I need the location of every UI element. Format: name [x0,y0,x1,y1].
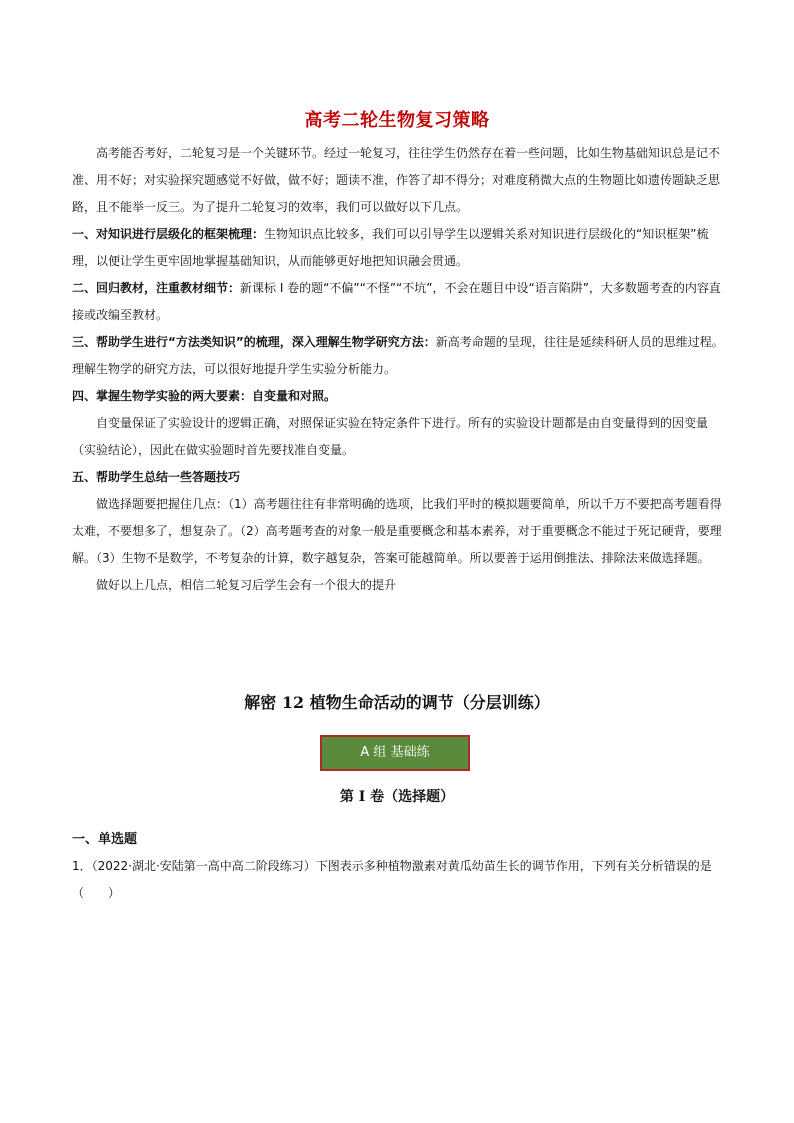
point-3-text: 新高考命题的呈现，往往是延续科研人员的思维过程。理解生物学的研究方法，可以很好地提升学生实验分析能力。 [72,335,724,376]
point-5-text: 做选择题要把握住几点：（1）高考题往往有非常明确的选项，比我们平时的模拟题要简单，所以千万不要把高考题看得太难，不要想多了，想复杂了。（2）高考题考查的对象一般是重要概念和基本素养，对于重要概念不能过于死记硬背，要理解。（3）生物不是数学，不考复杂的计算，数字越复杂，答案可能越简单。所以要善于运用倒推法、排除法来做选择题。 [72,497,722,565]
point-1-text: 生物知识点比较多，我们可以引导学生以逻辑关系对知识进行层级化的“知识框架”梳理，以便让学生更牢固地掌握基础知识，从而能够更好地把知识融会贯通。 [72,227,709,268]
closing-paragraph: 做好以上几点，相信二轮复习后学生会有一个很大的提升 [96,578,397,592]
point-2-heading: 二、回归教材，注重教材细节： [72,281,241,295]
question-1: 1．（2022·湖北·安陆第一高中高二阶段练习）下图表示多种植物激素对黄瓜幼苗生长的调节作用，下列有关分析错误的是（ ） [72,859,712,900]
point-3-paragraph [72,329,724,383]
page-title: 高考二轮生物复习策略 [304,110,490,131]
point-2-text: 新课标 I 卷的题“不偏”“不怪”“不坑”，不会在题目中设“语言陷阱”，大多数题考查的内容直接或改编至教材。 [72,281,721,322]
point-1-paragraph [72,221,724,275]
point-4-text: 自变量保证了实验设计的逻辑正确，对照保证实验在特定条件下进行。所有的实验设计题都是由自变量得到的因变量（实验结论），因此在做实验题时首先要找准自变量。 [72,416,709,457]
group-badge: A 组 基础练 [320,735,470,771]
point-2-paragraph [72,275,724,329]
subsection-heading: 一、单选题 [72,832,138,847]
intro-paragraph: 高考能否考好，二轮复习是一个关键环节。经过一轮复习，往往学生仍然存在着一些问题，比如生物基础知识总是记不准、用不好；对实验探究题感觉不好做，做不好；题读不准，作答了却不得分；对难度稍微大点的生物题比如遗传题缺乏思路，且不能举一反三。为了提升二轮复习的效率，我们可以做好以下几点。 [72,146,721,214]
point-1-heading: 一、对知识进行层级化的框架梳理： [72,227,265,241]
section-title: 解密 12 植物生命活动的调节（分层训练） [244,693,550,712]
point-5-heading: 五、帮助学生总结一些答题技巧 [72,470,241,484]
point-4-heading: 四、掌握生物学实验的两大要素：自变量和对照。 [72,389,337,403]
volume-title: 第 I 卷（选择题） [339,789,455,805]
point-3-heading: 三、帮助学生进行“方法类知识”的梳理，深入理解生物学研究方法： [72,335,436,349]
